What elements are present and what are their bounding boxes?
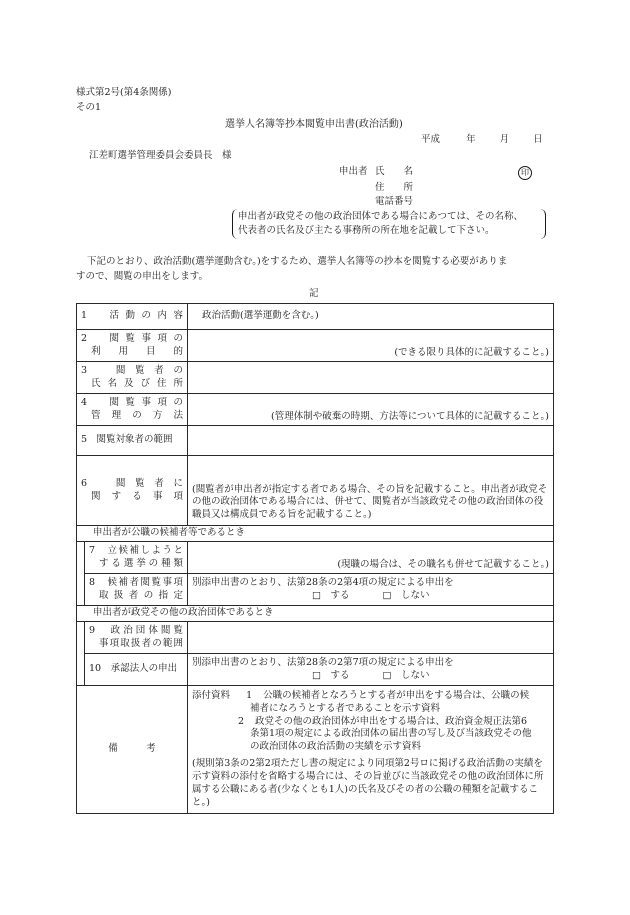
section-party: 申出者が政党その他の政治団体であるとき (77, 606, 554, 622)
seal-icon: 印 (518, 166, 532, 180)
table-row-viewer (77, 362, 554, 394)
value-approved-corp: 別添申出書のとおり、法第28条の2第7項の規定による申出を □ する □ しない (188, 654, 554, 686)
label-party-handler: 9 政治団体閲覧 事項取扱者の範囲 (85, 622, 188, 654)
value-purpose[interactable]: (できる限り具体的に記載すること。) (188, 330, 554, 362)
label-candidate-handler: 8 候補者閲覧事項 取扱者の指定 (85, 574, 188, 606)
value-election-type[interactable]: (現職の場合は、その職名も併せて記載すること。) (188, 542, 554, 574)
label-viewer: 3 閲覧者の 氏名及び住所 (77, 362, 188, 394)
applicant-note-line2: 代表者の氏名及び主たる事務所の所在地を記載して下さい。 (238, 225, 495, 236)
table-row-remarks (77, 686, 554, 814)
section-party-row (77, 606, 554, 622)
sub-number: その1 (76, 102, 102, 113)
table-row-election-type (77, 542, 554, 574)
addressee: 江差町選挙管理委員会委員長 様 (89, 150, 232, 161)
value-candidate-handler: 別添申出書のとおり、法第28条の2第4項の規定による申出を □ する □ しない (188, 574, 554, 606)
label-scope: 5 閲覧対象者の範囲 (77, 426, 188, 456)
value-management[interactable]: (管理体制や破棄の時期、方法等について具体的に記載すること。) (188, 394, 554, 426)
remarks-footnote: (規則第3条の2第2項ただし書の規定により同項第2号ロに掲げる政治活動の実績を示す資料の添付を省略する場合には、その旨並びに当該政党その他の政治団体に所属する公職にある者(少なくとも1人)の氏名及びその者の公職の種類を記載すること。) (192, 758, 544, 808)
applicant-name-label: 氏 名 (375, 166, 414, 177)
label-election-type: 7 立候補しようと する選挙の種類 (85, 542, 188, 574)
table-row-activity (77, 304, 554, 330)
label-approved-corp: 10 承認法人の申出 (85, 654, 188, 686)
value-activity[interactable]: 政治活動(選挙運動を含む。) (188, 304, 554, 330)
section-candidate-row (77, 526, 554, 542)
table-row-candidate-handler (77, 574, 554, 606)
label-purpose: 2 閲覧事項の 利用目的 (77, 330, 188, 362)
applicant-note-line1: 申出者が政党その他の政治団体である場合にあつては、その名称、 (238, 211, 524, 222)
value-scope[interactable] (188, 426, 554, 456)
ki-heading: 記 (309, 288, 319, 299)
label-activity: 1 活動の内容 (77, 304, 188, 330)
application-form-table (76, 303, 554, 814)
value-viewer-details[interactable]: (閲覧者が申出者が指定する者である場合、その旨を記載すること。申出者が政党その他の政治団体である場合には、併せて、閲覧者が当該政党その他の政治団体の役職員又は構成員である旨を記載すること。) (188, 456, 554, 526)
label-management: 4 閲覧事項の 管理の方法 (77, 394, 188, 426)
date-day: 日 (533, 134, 543, 145)
date-month: 月 (499, 134, 510, 145)
page-title: 選挙人名簿等抄本閲覧申出書(政治活動) (225, 119, 403, 130)
table-row-party-handler (77, 622, 554, 654)
label-remarks: 備 考 (77, 686, 188, 814)
date-year: 年 (466, 134, 476, 145)
value-viewer[interactable] (188, 362, 554, 394)
value-remarks: 添付資料 1 公職の候補者となろうとする者が申出をする場合は、公職の候 補者になろうとする者であることを示す資料 2 政党その他の政治団体が申出をする場合は、政治資金規正法第6 条第1項の規定による政治団体の届出書の写し及び当該政党その他 の政治団体の政治活動の実績を示す資料 (規則第3条の2第2項ただし書の規定により同項第2号ロに掲げる政治活動の実績を示す資料の添付を省略する場合には、その旨並びに当該政党その他の政治団体に所属する公職にある者(少なくとも1人)の氏名及びその者の公職の種類を記載すること。) (188, 686, 554, 814)
value-party-handler[interactable] (188, 622, 554, 654)
checkbox-corp-no[interactable]: □ しない (382, 669, 430, 681)
seal-mark (518, 166, 532, 180)
date-line (421, 134, 543, 147)
applicant-address-label: 住 所 (375, 182, 414, 193)
table-row-scope (77, 426, 554, 456)
applicant-phone-label: 電話番号 (375, 196, 414, 207)
checkbox-candidate-yes[interactable]: □ する (312, 589, 350, 601)
table-row-approved-corp (77, 654, 554, 686)
label-viewer-details: 6 閲覧者に 関する事項 (77, 456, 188, 526)
intro-line1: 下記のとおり、政治活動(選挙運動含む。)をするため、選挙人名簿等の抄本を閲覧する必要がありま (87, 256, 508, 267)
date-era: 平成 (421, 134, 441, 145)
checkbox-corp-yes[interactable]: □ する (312, 669, 350, 681)
table-row-management (77, 394, 554, 426)
applicant-label: 申出者 (339, 166, 368, 177)
table-row-viewer-details (77, 456, 554, 526)
intro-line2: すので、閲覧の申出をします。 (76, 271, 209, 282)
attach-title: 添付資料 (192, 690, 231, 701)
section-candidate: 申出者が公職の候補者等であるとき (77, 526, 554, 542)
table-row-purpose (77, 330, 554, 362)
checkbox-candidate-no[interactable]: □ しない (382, 589, 430, 601)
form-number: 様式第2号(第4条関係) (76, 87, 172, 98)
